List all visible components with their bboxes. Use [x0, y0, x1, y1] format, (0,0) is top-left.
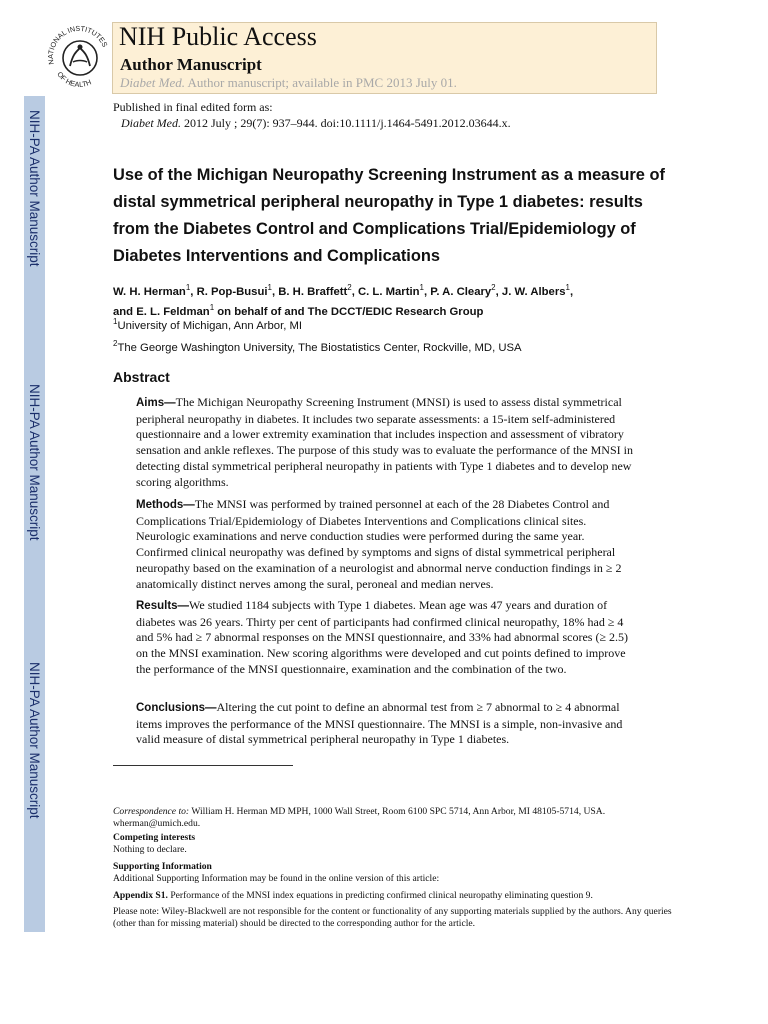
author-name: B. H. Braffett — [278, 285, 348, 298]
aims-label: Aims— — [136, 397, 176, 409]
competing-interests: Competing interests Nothing to declare. — [113, 832, 196, 855]
author-name: W. H. Herman — [113, 285, 186, 298]
paper-title: Use of the Michigan Neuropathy Screening Instrument as a measure of distal symmetrical peripheral neuropathy in Type 1 diabetes: results from the Diabetes Control and Complications Trial/Epidemiology of Diabetes Interventions and Complications — [113, 166, 665, 265]
correspondence-note: Correspondence to: William H. Herman MD MPH, 1000 Wall Street, Room 6100 SPC 5714, Ann Arbor, MI 48105-5714, USA. wherman@umich.edu. — [113, 806, 606, 829]
author-affiliation-marker: 1 — [185, 283, 191, 292]
journal-short: Diabet Med. — [120, 75, 185, 90]
side-strip — [24, 96, 45, 932]
author-manuscript-label: Author Manuscript — [120, 55, 262, 74]
svg-text:NATIONAL INSTITUTES: NATIONAL INSTITUTES — [46, 23, 110, 66]
availability-line — [120, 75, 457, 91]
author-list: W. H. Herman$^1$, R. Pop-Busui$^1$, B. H. Braffett$^2$, C. L. Martin$^1$, P. A. Cleary$^2$, J. W. Albers$^1$, and E. L. Feldman$^1$ on behalf of and The DCCT/EDIC Research Group — [113, 283, 574, 318]
abstract-heading: Abstract — [113, 369, 170, 385]
published-label: Published in final edited form as: — [113, 100, 273, 114]
methods-label: Methods— — [136, 499, 195, 511]
supporting-information: Supporting Information Additional Supporting Information may be found in the online version of this article: — [113, 861, 440, 884]
citation-journal: Diabet Med. — [121, 116, 181, 130]
affiliation-1: $^1$University of Michigan, Ann Arbor, MI — [113, 317, 303, 332]
affiliation-2: $^2$The George Washington University, The Biostatistics Center, Rockville, MD, USA — [113, 339, 522, 354]
abstract-results: Results—We studied 1184 subjects with Type 1 diabetes. Mean age was 47 years and duration of diabetes was 26 years. Thirty per cent of participants had confirmed clinical neuropathy, 18% had ≥ 4 and 5% had ≥ 7 abnormal responses on the MNSI questionnaire, and 33% had abnormal scores (≥ 2.5) on the MNSI examination. New scoring algorithms were developed and cut points defined to improve the performance of the MNSI questionnaire, examination and the combination of the two. — [136, 598, 629, 676]
results-label: Results— — [136, 600, 190, 612]
published-info — [113, 99, 511, 131]
citation-line — [113, 115, 511, 131]
side-label-2: NIH-PA Author Manuscript — [27, 384, 42, 541]
author-name: R. Pop-Busui — [196, 285, 268, 298]
author-affiliation-marker: 2 — [491, 283, 496, 292]
appendix-note: Appendix S1. Performance of the MNSI index equations in predicting confirmed clinical neuropathy eliminating question 9. — [113, 890, 593, 901]
abstract-methods: Methods—The MNSI was performed by trained personnel at each of the 28 Diabetes Control and Complications Trial/Epidemiology of Diabetes Interventions and Complications clinical sites. Neurologic examinations and nerve conduction studies were performed during the same year. Confirmed clinical neuropathy was defined by symptoms and signs of distal symmetrical peripheral neuropathy based on the examination of a neurologist and abnormal nerve conduction findings in ≥ 2 anatomically distinct nerves among the sural, peroneal and median nerves. — [136, 497, 622, 591]
author-name: E. L. Feldman — [136, 305, 210, 318]
author-affiliation-marker: 2 — [347, 283, 352, 292]
author-name: C. L. Martin — [358, 285, 420, 298]
conclusions-label: Conclusions— — [136, 702, 217, 714]
svg-text:OF HEALTH: OF HEALTH — [55, 69, 93, 89]
side-label-3: NIH-PA Author Manuscript — [27, 662, 42, 819]
author-affiliation-marker: 1 — [267, 283, 272, 292]
citation-text: 2012 July ; 29(7): 937–944. doi:10.1111/j.1464-5491.2012.03644.x. — [180, 116, 511, 130]
abstract-conclusions: Conclusions—Altering the cut point to define an abnormal test from ≥ 7 abnormal to ≥ 4 abnormal items improves the performance of the MNSI questionnaire. The MNSI is a simple, non-invasive and valid measure of distal symmetrical peripheral neuropathy in Type 1 diabetes. — [136, 700, 623, 747]
author-affiliation-marker: 1 — [209, 302, 215, 312]
author-name: J. W. Albers — [501, 285, 566, 298]
publisher-note: Please note: Wiley-Blackwell are not responsible for the content or functionality of any supporting materials supplied by the authors. Any queries (other than for missing material) should be directed to the corresponding author for the article. — [113, 906, 672, 929]
author-name: P. A. Cleary — [430, 285, 492, 298]
footnote-divider — [113, 765, 293, 766]
side-label-1: NIH-PA Author Manuscript — [27, 110, 42, 267]
author-affiliation-marker: 1 — [419, 283, 424, 292]
nih-logo — [43, 18, 113, 96]
abstract-aims: Aims—The Michigan Neuropathy Screening Instrument (MNSI) is used to assess distal symmetrical peripheral neuropathy in diabetes. It includes two separate assessments: a 15-item self-administered questionnaire and a lower extremity examination that includes inspection and assessment of vibratory sensation and ankle reflexes. The purpose of this study was to evaluate the performance of the MNSI in detecting distal symmetrical peripheral neuropathy in patients with Type 1 diabetes and to develop new scoring algorithms. — [136, 395, 633, 489]
availability-text: Author manuscript; available in PMC 2013 July 01. — [184, 75, 457, 90]
nih-public-access-title: NIH Public Access — [119, 22, 317, 51]
author-affiliation-marker: 1 — [565, 283, 570, 292]
